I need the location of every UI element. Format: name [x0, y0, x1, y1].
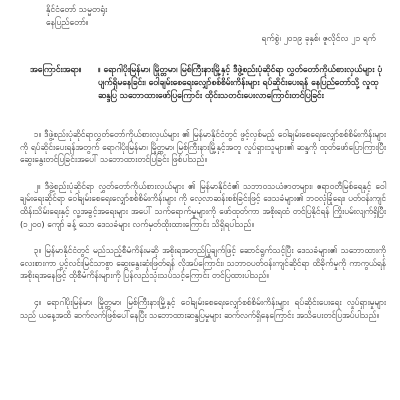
paragraph-3: ၃။ မြန်မာနိုင်ငံတွင် မည်သည့်စီမံကိန်းမဆို အစိုးရအတည်ပြုချက်ဖြင့် ဆောင်ရွက်သင့်ပြီး ဒေသခံများ၏ သဘောထားကို လေးစားကာ ပွင့်လင်းမြင်သာစွာ ဆွေးနွေးဆုံးဖြတ်ရန် လိုအပ်ကြောင်း၊ သဘာဝပတ်ဝန်းကျင်ဆိုင်ရာ ထိခိုက်မှုကို ကာကွယ်ရန် အစိုးရအနေဖြင့် ထိုစီမံကိန်းများကို ပြန်လည်သုံးသပ်သင့်ကြောင်း တင်ပြထားပါသည်။	[20, 245, 386, 281]
paragraph-1: ၁။ ဒီဖွဲ့စည်းပုံဆိုင်ရာလွှတ်တော်ကိုယ်စားလှယ်များ ၏ မြန်မာနိုင်ငံတွင် ဖွင့်လှစ်မည့် ဝေါချမ်းစေရေးလျှော်စစ်စိမ်းကိန်းများ ကို ရပ်ဆိုင်းပေးရန်အတွက် ရောဂါပိုးမြန်မာ၊ မြိုတ္တမာ၊ မြစ်ကြီးနားမြို့နှင့်အတူ လှုပ်ရှားသူများ၏ ဆန္ဒကို ထုတ်ဖော်ပြောကြားပြီး ဆွေးနွေးတင်ပြခြင်းအပေါ် သဘောထားတင်ပြခြင်း ဖြစ်ပါသည်။	[20, 129, 386, 165]
subject-label: အကြောင်းအရာ။	[30, 65, 82, 75]
document-body	[20, 128, 386, 335]
subject-block	[30, 64, 386, 103]
paragraph-2: ၂။ ဒီဖွဲ့စည်းပုံဆိုင်ရာ လွှတ်တော်ကိုယ်စားလှယ်များ ၏ မြန်မာနိုင်ငံ၏ သဘာဝသယံဇာတများ၊ ဧရာဝတီမြစ်ရေနှင့် ဝေါချမ်းရေးဆိုင်ရာ ဝေါချမ်းစေရေးလျှော်စစ်စိမ်းကိန်းများ ကို လေ့လာဆန်းစစ်ခြင်းဖြင့် ဒေသခံများ၏ ဘဝလုံခြုံရေး၊ ပတ်ဝန်းကျင်ထိန်းသိမ်းရေးနှင့် လူ့အခွင့်အရေးများ အပေါ် သက်ရောက်မှုများကို ဖော်ထုတ်ကာ အစိုးရထံ တင်ပြနိုင်ရန် ကြိုးပမ်းလျက်ရှိပြီး (၁၂၀၀) ကျော် ခန့် သော ဒေသခံများ လက်မှတ်ထိုးထားကြောင်း သိရှိရပါသည်။	[20, 180, 386, 229]
document-date: ရက်စွဲ၊ ၂၀၁၉ ခုနှစ်၊ ဇူလိုင်လ ၂၁ ရက်	[261, 34, 376, 44]
letterhead-office: နိုင်ငံတော် သမ္မတရုံး	[46, 5, 108, 15]
letterhead-city: နေပြည်တော်။	[46, 18, 89, 28]
letterhead	[46, 4, 107, 30]
paragraph-4: ၄။ ရောဂါပိုးမြန်မာ၊ မြိုတ္တမာ၊ မြစ်ကြီးနားမြို့နှင့် ဝေါချမ်းစေရေးလျှော်စစ်စိမ်းကိန်းများ ရပ်ဆိုင်းပေးရေး လှုပ်ရှားမှုများ သည် ယနေ့အထိ ဆက်လက်ဖြစ်ပေါ်နေပြီး သဘောထားဆန္ဒပြမှုများ ဆက်လက်ရှိနေကြောင်း အသိပေးတင်ပြအပ်ပါသည်။	[20, 296, 386, 320]
subject-text: ။ ရောဂါပိုးမြန်မာ၊ မြိုတ္တမာ၊ မြစ်ကြီးနားမြို့နှင့် ဒီဖွဲ့စည်းပုံဆိုင်ရာ လွှတ်တော်ကိုယ်စားလှယ်များ ပုံပျက်ရှိမနေခြင်း၊ ဝေါချမ်းစေရေးလျှော်စစ်စိမ်းကိန်းများ ရပ်ဆိုင်းပေးရန် နေပြည်တော်သို့ လှုထုဆန္ဒပြ သဘောထားဖော်ပြကြောင်း ထိုင်းသတင်းပေးလာကြောင်းတင်ပြခြင်း	[98, 65, 383, 101]
